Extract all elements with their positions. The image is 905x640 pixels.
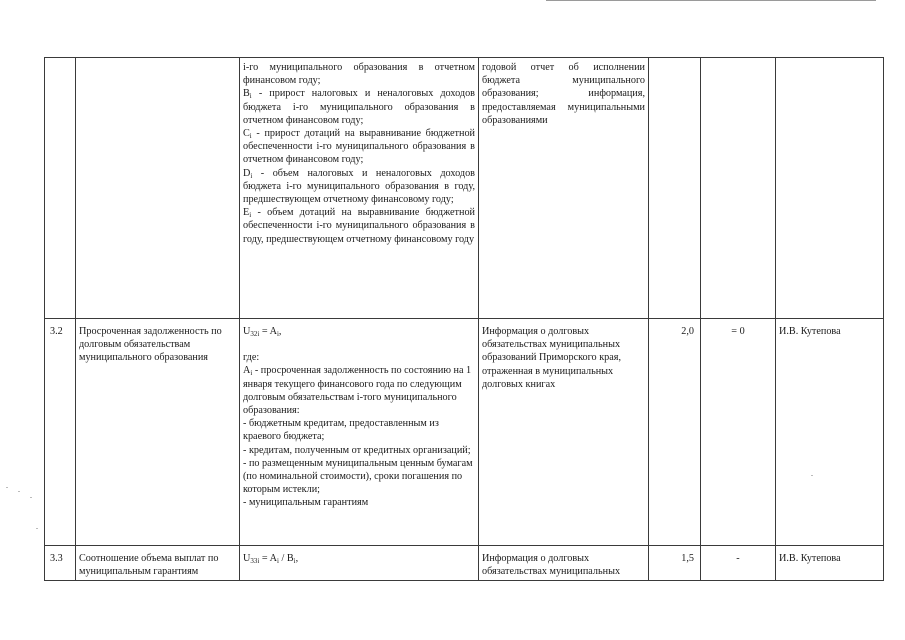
target-value: = 0 bbox=[701, 319, 776, 546]
weight-value bbox=[649, 58, 701, 319]
row-number: 3.2 bbox=[45, 319, 76, 546]
row-number: 3.3 bbox=[45, 546, 76, 581]
weight-value: 1,5 bbox=[649, 546, 701, 581]
data-source: Информация о долговых обязательствах муниципальных bbox=[479, 546, 649, 581]
spacer bbox=[243, 338, 475, 351]
formula-line: i-го муниципального образования в отчетном финансовом году; bbox=[243, 62, 475, 87]
scan-speck bbox=[6, 487, 8, 488]
scan-speck bbox=[30, 497, 32, 498]
table-row bbox=[45, 58, 884, 319]
bullet-item: - бюджетным кредитам, предоставленным из краевого бюджета; bbox=[243, 418, 439, 443]
indicators-table bbox=[44, 57, 884, 581]
indicator-name: Просроченная задолженность по долговым обязательствам муниципального образования bbox=[76, 319, 240, 546]
indicator-name bbox=[76, 58, 240, 319]
formula-line: $E_i$ - объем дотаций на выравнивание бюджетной обеспеченности i-го муниципального образования в году, предшествующем отчетному финансовому году bbox=[243, 207, 475, 245]
formula-expression: $U_{32i} = A_i$, bbox=[243, 326, 282, 338]
indicator-name: Соотношение объема выплат по муниципальным гарантиям bbox=[76, 546, 240, 581]
formula-cell bbox=[240, 546, 479, 581]
formula-line: $D_i$ - объем налоговых и неналоговых доходов бюджета i-го муниципального образования в году, предшествующем отчетному финансовому году; bbox=[243, 167, 475, 206]
responsible-person bbox=[776, 58, 884, 319]
formula-cell bbox=[240, 58, 479, 319]
data-source: годовой отчет об исполнении бюджета муниципального образования; информация, предоставляемая муниципальными образованиями bbox=[479, 58, 649, 319]
target-value bbox=[701, 58, 776, 319]
table-row bbox=[45, 546, 884, 581]
responsible-person: И.В. Кутепова bbox=[776, 319, 884, 546]
bullet-item: - муниципальным гарантиям bbox=[243, 497, 369, 509]
table-row bbox=[45, 319, 884, 546]
formula-expression: $U_{33i} = A_i / B_i$, bbox=[243, 553, 299, 565]
top-edge-line bbox=[546, 0, 876, 1]
bullet-item: - кредитам, полученным от кредитных организаций; bbox=[243, 444, 471, 456]
formula-line: $C_i$ - прирост дотаций на выравнивание бюджетной обеспеченности i-го муниципального образования в отчетном финансовом году; bbox=[243, 128, 475, 166]
bullet-item: - по размещенным муниципальным ценным бумагам (по номинальной стоимости), сроки погашения по которым истекли; bbox=[243, 457, 473, 496]
where-label: где: bbox=[243, 352, 260, 364]
data-source: Информация о долговых обязательствах муниципальных образований Приморского края, отраженная в муниципальных долговых книгах bbox=[479, 319, 649, 546]
target-value: - bbox=[701, 546, 776, 581]
weight-value: 2,0 bbox=[649, 319, 701, 546]
formula-cell bbox=[240, 319, 479, 546]
row-number bbox=[45, 58, 76, 319]
scan-speck bbox=[36, 528, 38, 529]
formula-line: $B_i$ - прирост налоговых и неналоговых доходов бюджета i-го муниципального образования в отчетном финансовом году; bbox=[243, 88, 475, 126]
formula-line: $A_i$ - просроченная задолженность по состоянию на 1 января текущего финансового года по следующим долговым обязательствам i-того муниципального образования: bbox=[243, 365, 472, 417]
responsible-person: И.В. Кутепова bbox=[776, 546, 884, 581]
scan-speck bbox=[18, 491, 20, 492]
